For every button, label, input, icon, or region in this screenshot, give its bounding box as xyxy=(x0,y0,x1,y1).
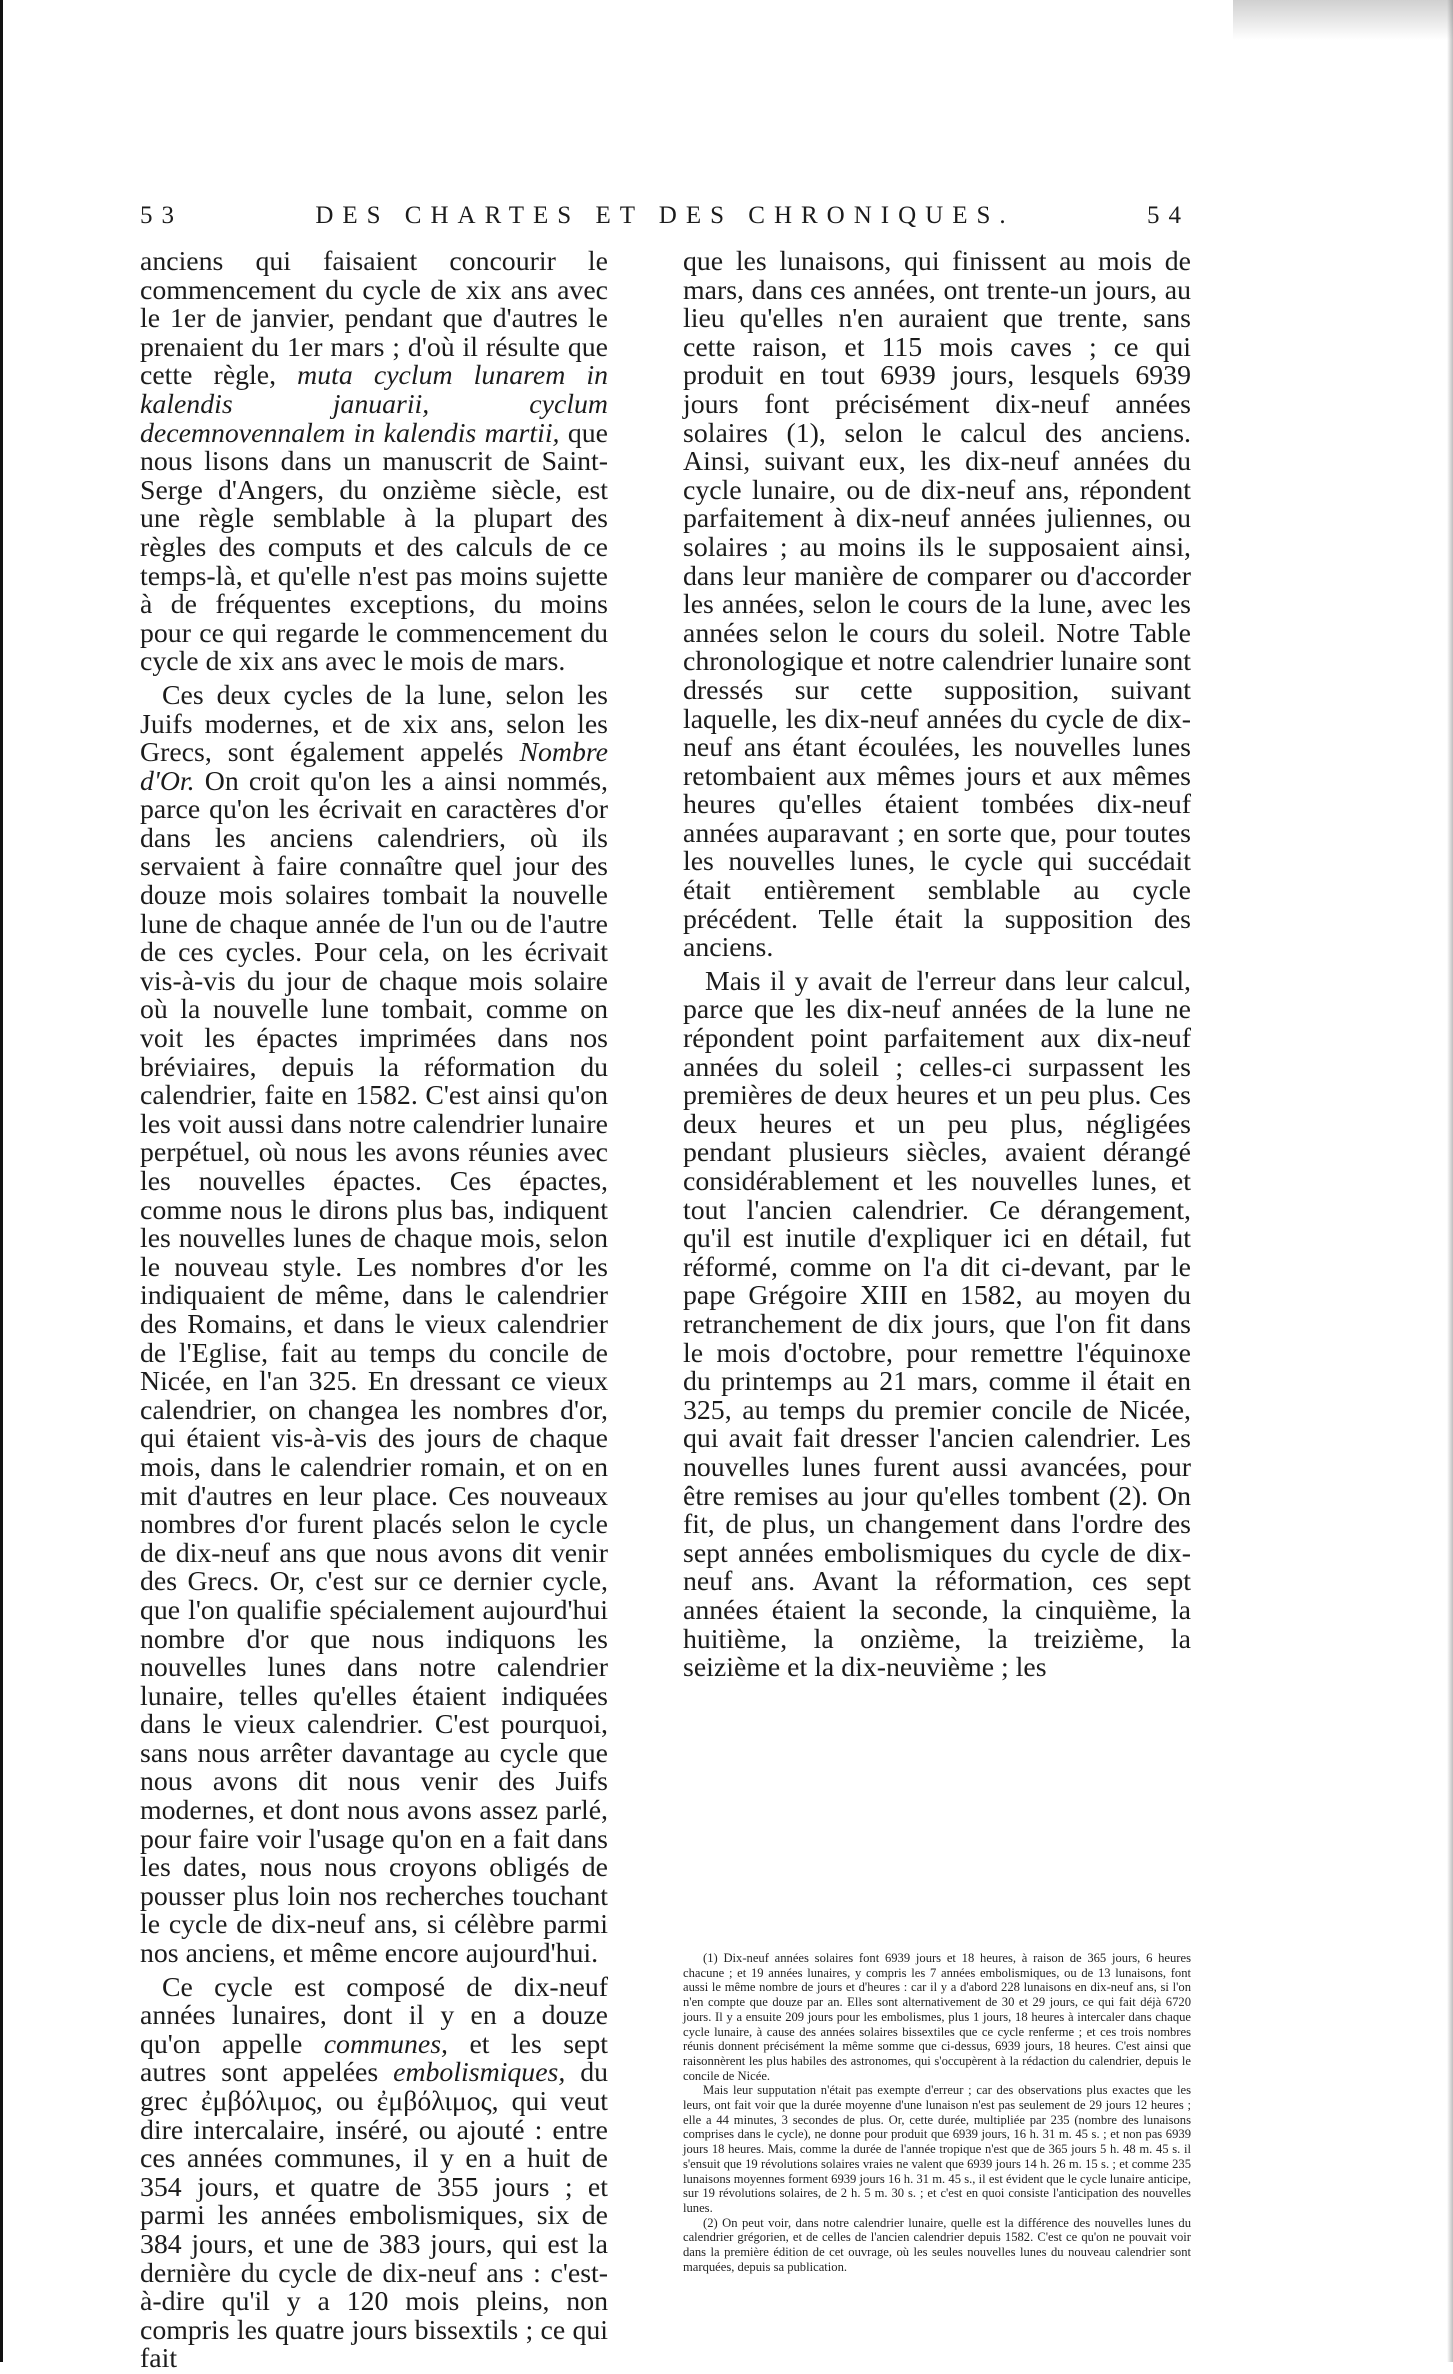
right-column xyxy=(683,248,1191,1683)
scan-shadow xyxy=(1447,0,1453,2362)
text-run: Ce cycle est composé de dix-neuf années lunaires, dont il y en a douze qu'on appelle xyxy=(140,1971,608,2060)
footnote-1-continued: Mais leur supputation n'était pas exempte d'erreur ; car des observations plus exactes que les leurs, ont fait voir que la durée moyenne d'une lunaison n'est pas seulement de 29 jours 12 heures ; elle a 44 minutes, 3 secondes de plus. Or, cette durée, multipliée par 235 (nombre des lunaisons comprises dans le cycle), ne donne pour produit que 6939 jours, 16 h. 31 m. 45 s. ; et non pas 6939 jours 18 heures. Mais, comme la durée de l'année tropique n'est que de 365 jours 5 h. 48 m. 45 s. il s'ensuit que 19 révolutions solaires vraies ne valent que 6939 jours 14 h. 26 m. 15 s. ; et comme 235 lunaisons moyennes forment 6939 jours 16 h. 31 m. 45 s., il est évident que le cycle lunaire anticipe, sur 19 révolutions solaires, de 2 h. 5 m. 30 s. ; et c'est en quoi consiste l'anticipation des nouvelles lunes. xyxy=(683,2083,1191,2215)
text-run: anciens qui faisaient concourir le commencement du cycle de xix ans avec le 1er de janvier, pendant que d'autres le prenaient du 1er mars ; d'où il résulte que cette règle, xyxy=(140,246,608,392)
paragraph xyxy=(140,679,608,1970)
scan-corner xyxy=(1233,0,1453,40)
footnotes xyxy=(683,1951,1191,2274)
text-run: Ces deux cycles de la lune, selon les Juifs modernes, et de xix ans, selon les Grecs, sont également appelés xyxy=(140,679,608,769)
text-run: que nous lisons dans un manuscrit de Saint-Serge d'Angers, du onzième siècle, est une règle semblable à la plupart des règles des computs et des calculs de ce temps-là, et qu'elle n'est pas moins sujette à de fréquentes exceptions, du moins pour ce qui regarde le commencement du cycle de xix ans avec le mois de mars. xyxy=(140,417,608,678)
page-number-left: 53 xyxy=(140,202,183,229)
page-number-right: 54 xyxy=(1147,202,1190,229)
italic-text: embolismiques, xyxy=(393,2057,566,2089)
text-run: et les sept autres sont appelées xyxy=(140,2028,609,2089)
italic-text: Nombre d'Or. xyxy=(140,737,608,797)
running-title: DES CHARTES ET DES CHRONIQUES. xyxy=(315,202,1015,229)
paragraph xyxy=(140,1971,609,2374)
text-run: du grec ἐμβόλιμος, ou ἐμβόλιμος, qui veut dire intercalaire, inséré, ou ajouté : entre ces années communes, il y en a huit de 354 jours, et quatre de 355 jours ; et parmi les années embolismiques, six de 384 jours, et une de 383 jours, qui est la dernière du cycle de dix-neuf ans : c'est-à-dire qu'il y a 120 mois pleins, non compris les quatre jours bissextils ; ce qui fait xyxy=(140,2057,608,2374)
italic-text: muta cyclum lunarem in kalendis januarii, cyclum decemnovennalem in kalendis martii, xyxy=(140,360,609,449)
text-run: On croit qu'on les a ainsi nommés, parce qu'on les écrivait en caractères d'or dans les anciens calendriers, où ils servaient à faire connaître quel jour des douze mois solaires tombait la nouvelle lune de chaque année de l'un ou de l'autre de ces cycles. Pour cela, on les écrivait vis-à-vis du jour de chaque mois solaire où la nouvelle lune tombait, comme on voit les épactes imprimées dans nos bréviaires, depuis la réformation du calendrier, faite en 1582. C'est ainsi qu'on les voit aussi dans notre calendrier lunaire perpétuel, où nous les avons réunies avec les nouvelles épactes. Ces épactes, comme nous le dirons plus bas, indiquent les nouvelles lunes de chaque mois, selon le nouveau style. Les nombres d'or les indiquaient de même, dans le calendrier des Romains, et dans le vieux calendrier de l'Eglise, fait au temps du concile de Nicée, en l'an 325. En dressant ce vieux calendrier, on changea les nombres d'or, qui étaient vis-à-vis des jours de chaque mois, dans le calendrier romain, et on en mit d'autres en leur place. Ces nouveaux nombres d'or furent placés selon le cycle de dix-neuf ans que nous avons dit venir des Grecs. Or, c'est sur ce dernier cycle, que l'on qualifie spécialement aujourd'hui nombre d'or que nous indiquons les nouvelles lunes dans notre calendrier lunaire, telles qu'elles étaient indiquées dans le vieux calendrier. C'est pourquoi, sans nous arrêter davantage au cycle que nous avons dit nous venir des Juifs modernes, et dont nous avons assez parlé, pour faire voir l'usage qu'on en a fait dans les dates, nous nous croyons obligés de pousser plus loin nos recherches touchant le cycle de dix-neuf ans, si célèbre parmi nos anciens, et même encore aujourd'hui. xyxy=(140,765,608,1970)
italic-text: communes, xyxy=(323,2028,449,2060)
paragraph: Mais il y avait de l'erreur dans leur calcul, parce que les dix-neuf années de la lune ne répondent point parfaitement aux dix-neuf années du soleil ; celles-ci surpassent les premières de deux heures et un peu plus. Ces deux heures et un peu plus, négligées pendant plusieurs siècles, avaient dérangé considérablement et les nouvelles lunes, et tout l'ancien calendrier. Ce dérangement, qu'il est inutile d'expliquer ici en détail, fut réformé, comme on l'a dit ci-devant, par le pape Grégoire XIII en 1582, au moyen du retranchement de dix jours, que l'on fit dans le mois d'octobre, pour remettre l'équinoxe du printemps au 21 mars, comme il était en 325, au temps du premier concile de Nicée, qui avait fait dresser l'ancien calendrier. Les nouvelles lunes furent aussi avancées, pour être remises au jour qu'elles tombent (2). On fit, de plus, un changement dans l'ordre des sept années embolismiques du cycle de dix-neuf ans. Avant la réformation, ces sept années étaient la seconde, la cinquième, la huitième, la onzième, la treizième, la seizième et la dix-neuvième ; les xyxy=(683,965,1191,1684)
left-column xyxy=(140,248,608,2374)
paragraph: que les lunaisons, qui finissent au mois de mars, dans ces années, ont trente-un jours, au lieu qu'elles n'en auraient que trente, sans cette raison, et 115 mois caves ; ce qui produit en tout 6939 jours, lesquels 6939 jours font précisément dix-neuf années solaires (1), selon le calcul des anciens. Ainsi, suivant eux, les dix-neuf années du cycle lunaire, ou de dix-neuf ans, répondent parfaitement à dix-neuf années juliennes, ou solaires ; au moins ils le supposaient ainsi, dans leur manière de comparer ou d'accorder les années, selon le cours de la lune, avec les années selon le cours du soleil. Notre Table chronologique et notre calendrier lunaire sont dressés sur cette supposition, suivant laquelle, les dix-neuf années du cycle de dix-neuf ans étant écoulées, les nouvelles lunes retombaient aux mêmes jours et aux mêmes heures qu'elles étaient tombées dix-neuf années auparavant ; en sorte que, pour toutes les nouvelles lunes, le cycle qui succédait était entièrement semblable au cycle précédent. Telle était la supposition des anciens. xyxy=(683,246,1191,964)
scan-border xyxy=(0,0,3,2362)
paragraph xyxy=(140,248,608,677)
running-head xyxy=(140,202,1190,242)
footnote-1: (1) Dix-neuf années solaires font 6939 jours et 18 heures, à raison de 365 jours, 6 heures chacune ; et 19 années lunaires, y compris les 7 années embolismiques, ou de 13 lunaisons, font aussi le même nombre de jours et d'heures : car il y a d'abord 228 lunaisons en dix-neuf ans, si l'on n'en compte que douze par an. Elles sont alternativement de 30 et 29 jours, ce qui fait déjà 6720 jours. Il y a ensuite 209 jours pour les embolismes, plus 1 jours, 18 heures à intercaler dans chaque cycle lunaire, à cause des années solaires bissextiles que ce cycle renferme ; et ces trois nombres réunis donnent précisément la même somme que ci-dessus, 6939 jours, 18 heures. C'est ainsi que raisonnèrent les plus habiles des astronomes, qui s'occupèrent à la rédaction du calendrier, depuis le concile de Nicée. xyxy=(683,1951,1191,2083)
footnote-2: (2) On peut voir, dans notre calendrier lunaire, quelle est la différence des nouvelles lunes du calendrier grégorien, et de celles de l'ancien calendrier depuis 1582. C'est ce qu'on ne pouvait voir dans la première édition de cet ouvrage, où les seules nouvelles lunes du nouveau calendrier sont marquées, depuis sa publication. xyxy=(683,2215,1191,2274)
